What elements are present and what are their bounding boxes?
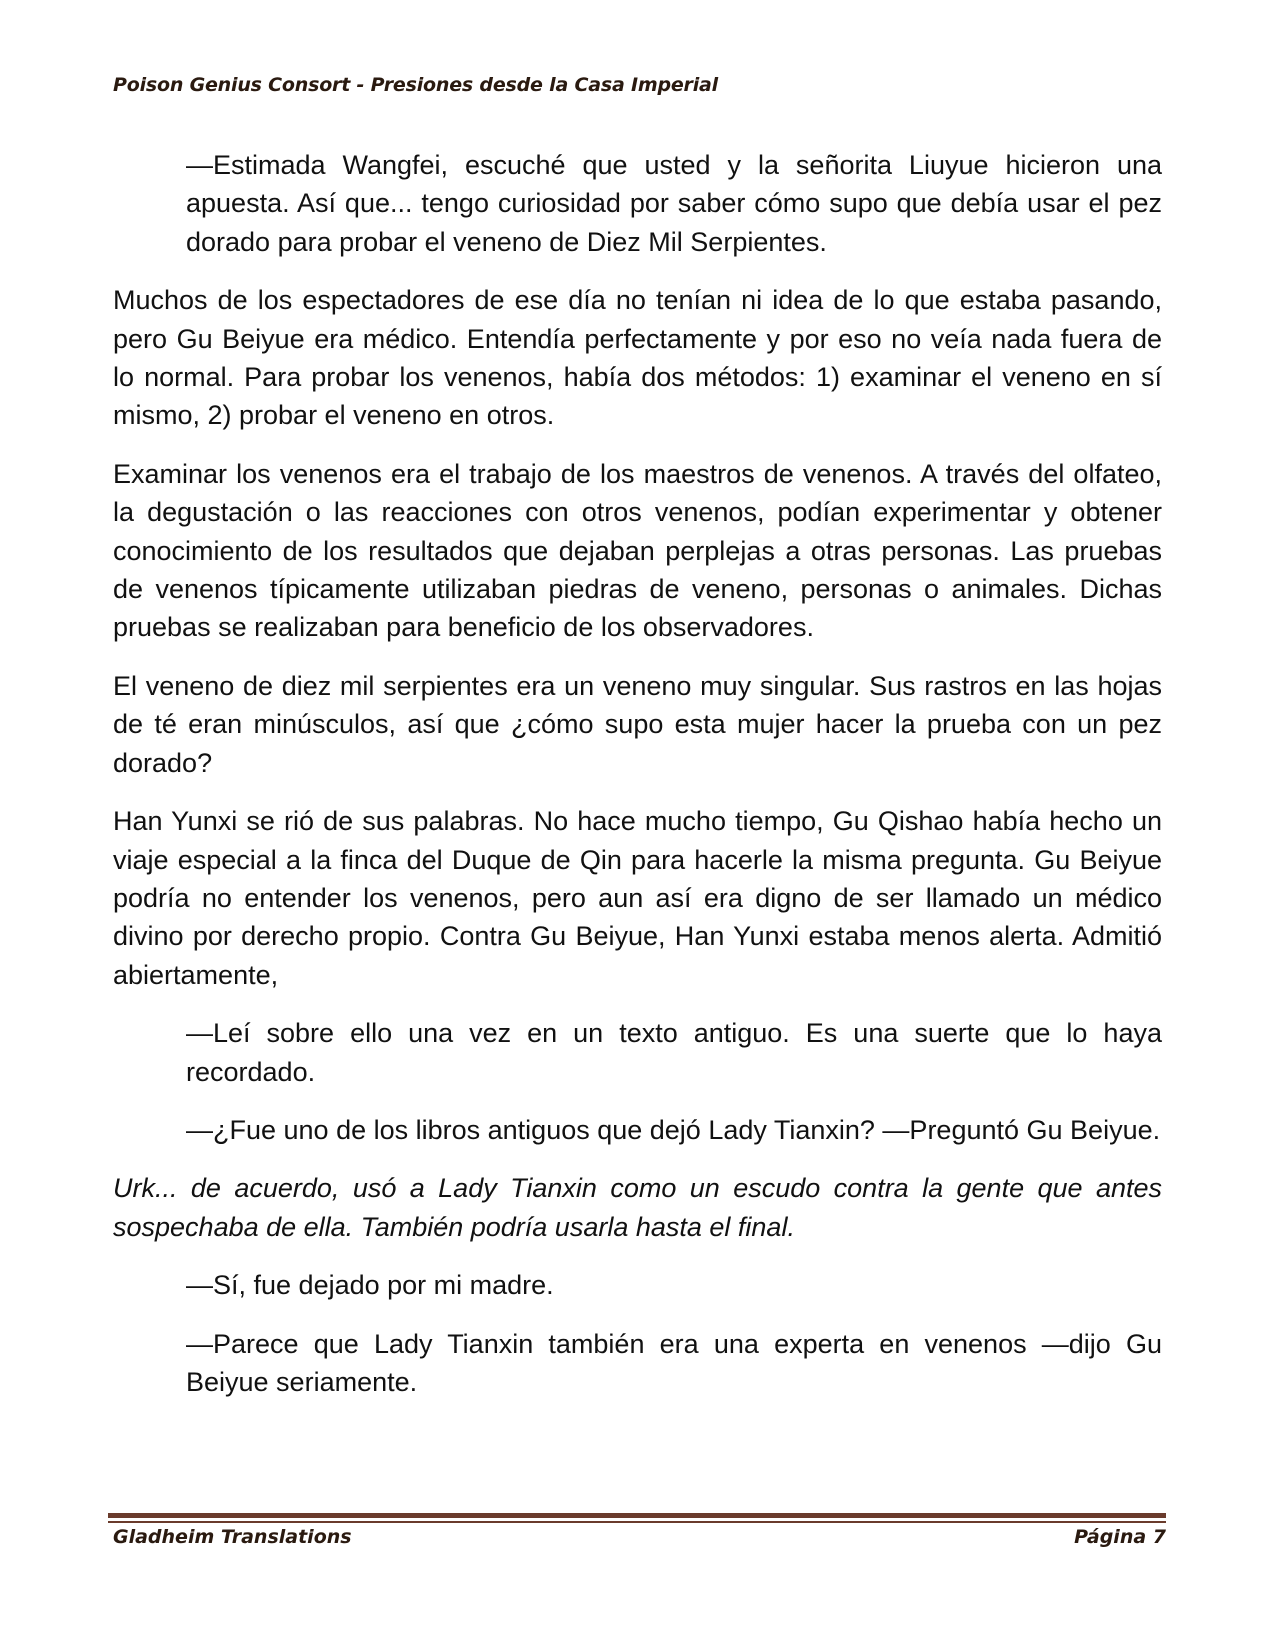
footer-divider-thin: [108, 1521, 1166, 1523]
paragraph-dialogue: —Estimada Wangfei, escuché que usted y la señorita Liuyue hicieron una apuesta. Así que... tengo curiosidad por saber cómo supo que debía usar el pez dorado para probar el veneno de Diez Mil Serpientes.: [186, 150, 1162, 257]
paragraph-dialogue: —Sí, fue dejado por mi madre.: [186, 1270, 554, 1301]
paragraph-thought: Urk... de acuerdo, usó a Lady Tianxin como un escudo contra la gente que antes sospechaba de ella. También podría usarla hasta el final.: [113, 1173, 1162, 1242]
footer-divider-thick: [108, 1513, 1166, 1518]
paragraph: Han Yunxi se rió de sus palabras. No hace mucho tiempo, Gu Qishao había hecho un viaje especial a la finca del Duque de Qin para hacerle la misma pregunta. Gu Beiyue podría no entender los venenos, pero aun así era digno de ser llamado un médico divino por derecho propio. Contra Gu Beiyue, Han Yunxi estaba menos alerta. Admitió abiertamente,: [113, 806, 1162, 990]
document-body: [113, 146, 1162, 1421]
page-header-title: Poison Genius Consort - Presiones desde la Casa Imperial: [113, 74, 718, 96]
paragraph-dialogue: —¿Fue uno de los libros antiguos que dejó Lady Tianxin? —Preguntó Gu Beiyue.: [186, 1114, 1161, 1145]
paragraph: Examinar los venenos era el trabajo de los maestros de venenos. A través del olfateo, la degustación o las reacciones con otros venenos, podían experimentar y obtener conocimiento de los resultados que dejaban perplejas a otras personas. Las pruebas de venenos típicamente utilizaban piedras de veneno, personas o animales. Dichas pruebas se realizaban para beneficio de los observadores.: [113, 458, 1162, 643]
paragraph: Muchos de los espectadores de ese día no tenían ni idea de lo que estaba pasando, pero Gu Beiyue era médico. Entendía perfectamente y por eso no veía nada fuera de lo normal. Para probar los venenos, había dos métodos: 1) examinar el veneno en sí mismo, 2) probar el veneno en otros.: [113, 285, 1162, 431]
footer-page-number: Página 7: [1074, 1526, 1166, 1548]
paragraph-dialogue: —Parece que Lady Tianxin también era una experta en venenos —dijo Gu Beiyue seriamente.: [186, 1328, 1162, 1397]
paragraph: El veneno de diez mil serpientes era un veneno muy singular. Sus rastros en las hojas de té eran minúsculos, así que ¿cómo supo esta mujer hacer la prueba con un pez dorado?: [113, 670, 1162, 778]
paragraph-dialogue: —Leí sobre ello una vez en un texto antiguo. Es una suerte que lo haya recordado.: [186, 1018, 1162, 1087]
footer-publisher: Gladheim Translations: [113, 1526, 352, 1548]
